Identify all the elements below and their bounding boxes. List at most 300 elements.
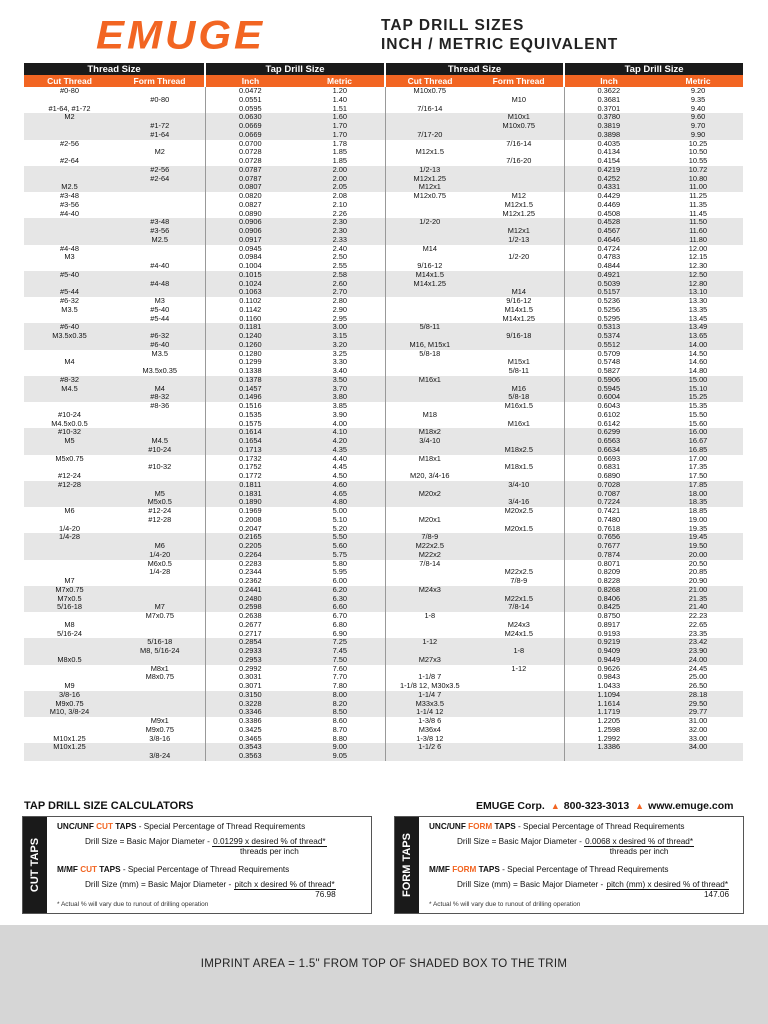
right-form-thread-cell: M12x1.5: [474, 201, 564, 210]
table-row: [24, 551, 743, 560]
left-inch-cell: 0.1732: [205, 455, 295, 464]
right-form-thread-cell: 1/2-20: [474, 253, 564, 262]
left-cut-thread-cell: M4.5: [24, 385, 115, 394]
right-inch-cell: 0.7028: [564, 481, 653, 490]
right-inch-cell: 0.5906: [564, 376, 653, 385]
right-form-thread-cell: M16x1.5: [474, 402, 564, 411]
left-inch-cell: 0.1752: [205, 463, 295, 472]
calculators-title: TAP DRILL SIZE CALCULATORS: [24, 800, 194, 812]
right-metric-cell: 16.67: [653, 437, 743, 446]
left-inch-cell: 0.3071: [205, 682, 295, 691]
left-cut-thread-cell: M10x1.25: [24, 743, 115, 752]
left-cut-thread-cell: M7x0.75: [24, 586, 115, 595]
table-row: [24, 113, 743, 122]
right-inch-cell: 0.7421: [564, 507, 653, 516]
right-inch-cell: 1.2598: [564, 726, 653, 735]
right-cut-thread-cell: M12x0.75: [385, 192, 474, 201]
left-form-thread-cell: #1-72: [115, 122, 205, 131]
left-inch-cell: 0.1181: [205, 323, 295, 332]
left-form-thread-cell: M7x0.75: [115, 612, 205, 621]
table-row: [24, 183, 743, 192]
right-inch-cell: [564, 752, 653, 761]
table-row: [24, 630, 743, 639]
left-metric-cell: 2.26: [295, 210, 385, 219]
right-cut-thread-cell: [385, 201, 474, 210]
right-cut-thread-cell: 9/16-12: [385, 262, 474, 271]
right-inch-cell: 0.4469: [564, 201, 653, 210]
left-metric-cell: 1.85: [295, 157, 385, 166]
right-cut-thread-cell: M16x1: [385, 376, 474, 385]
right-metric-cell: 34.00: [653, 743, 743, 752]
table-row: [24, 437, 743, 446]
right-metric-cell: 12.00: [653, 245, 743, 254]
right-form-thread-cell: M14x1.5: [474, 306, 564, 315]
emuge-logo: EMUGE: [96, 12, 266, 57]
right-form-thread-cell: [474, 638, 564, 647]
left-metric-cell: 3.20: [295, 341, 385, 350]
right-form-thread-cell: [474, 682, 564, 691]
left-inch-cell: 0.0807: [205, 183, 295, 192]
table-row: [24, 411, 743, 420]
page-title: [381, 16, 618, 54]
left-inch-cell: 0.0984: [205, 253, 295, 262]
left-form-thread-cell: [115, 691, 205, 700]
left-metric-cell: 4.40: [295, 455, 385, 464]
left-inch-cell: 0.1772: [205, 472, 295, 481]
table-row: [24, 472, 743, 481]
left-metric-cell: 4.35: [295, 446, 385, 455]
right-inch-cell: 0.3898: [564, 131, 653, 140]
right-form-thread-cell: M12x1: [474, 227, 564, 236]
table-row: [24, 638, 743, 647]
right-cut-thread-cell: [385, 577, 474, 586]
table-row: [24, 752, 743, 761]
left-metric-cell: 1.85: [295, 148, 385, 157]
right-cut-thread-cell: [385, 157, 474, 166]
right-metric-cell: 9.90: [653, 131, 743, 140]
left-metric-cell: 2.33: [295, 236, 385, 245]
right-cut-thread-cell: M10x0.75: [385, 87, 474, 96]
left-cut-thread-cell: 5/16-24: [24, 630, 115, 639]
left-form-thread-cell: [115, 358, 205, 367]
left-cut-thread-cell: [24, 717, 115, 726]
right-form-thread-cell: 1-12: [474, 665, 564, 674]
right-form-thread-cell: 7/16-14: [474, 140, 564, 149]
col-header-inch: Inch: [205, 75, 295, 87]
left-metric-cell: 8.70: [295, 726, 385, 735]
right-form-thread-cell: M16: [474, 385, 564, 394]
left-metric-cell: 2.30: [295, 218, 385, 227]
left-cut-thread-cell: M3: [24, 253, 115, 262]
right-cut-thread-cell: M20, 3/4-16: [385, 472, 474, 481]
left-form-thread-cell: #0-80: [115, 96, 205, 105]
left-cut-thread-cell: M2: [24, 113, 115, 122]
right-form-thread-cell: [474, 148, 564, 157]
left-cut-thread-cell: M10, 3/8-24: [24, 708, 115, 717]
group-header-thread-size-right: Thread Size: [385, 63, 564, 75]
right-metric-cell: 12.80: [653, 280, 743, 289]
left-cut-thread-cell: [24, 315, 115, 324]
left-form-thread-cell: M6: [115, 542, 205, 551]
right-metric-cell: 23.42: [653, 638, 743, 647]
table-row: [24, 210, 743, 219]
left-inch-cell: 0.0472: [205, 87, 295, 96]
left-form-thread-cell: #1-64: [115, 131, 205, 140]
right-cut-thread-cell: [385, 96, 474, 105]
right-metric-cell: 19.35: [653, 525, 743, 534]
right-form-thread-cell: [474, 726, 564, 735]
right-cut-thread-cell: [385, 420, 474, 429]
right-inch-cell: 0.4921: [564, 271, 653, 280]
right-metric-cell: 13.10: [653, 288, 743, 297]
left-form-thread-cell: M3.5: [115, 350, 205, 359]
left-metric-cell: 3.15: [295, 332, 385, 341]
left-inch-cell: 0.2047: [205, 525, 295, 534]
left-form-thread-cell: [115, 577, 205, 586]
right-cut-thread-cell: [385, 621, 474, 630]
right-form-thread-cell: M15x1: [474, 358, 564, 367]
table-row: [24, 148, 743, 157]
left-inch-cell: 0.3465: [205, 735, 295, 744]
table-row: [24, 192, 743, 201]
imprint-text: IMPRINT AREA = 1.5" FROM TOP OF SHADED BOX TO THE TRIM: [200, 958, 568, 970]
right-metric-cell: 19.50: [653, 542, 743, 551]
right-cut-thread-cell: M33x3.5: [385, 700, 474, 709]
right-cut-thread-cell: M22x2.5: [385, 542, 474, 551]
left-cut-thread-cell: [24, 402, 115, 411]
right-cut-thread-cell: [385, 236, 474, 245]
left-form-thread-cell: #6-40: [115, 341, 205, 350]
right-cut-thread-cell: [385, 498, 474, 507]
right-inch-cell: 0.6004: [564, 393, 653, 402]
left-form-thread-cell: #6-32: [115, 332, 205, 341]
triangle-icon: ▲: [550, 801, 560, 811]
right-metric-cell: 9.40: [653, 105, 743, 114]
right-inch-cell: 0.4134: [564, 148, 653, 157]
table-row: [24, 612, 743, 621]
left-inch-cell: 0.2283: [205, 560, 295, 569]
right-cut-thread-cell: M16, M15x1: [385, 341, 474, 350]
left-form-thread-cell: M9x0.75: [115, 726, 205, 735]
right-inch-cell: 1.0433: [564, 682, 653, 691]
left-cut-thread-cell: [24, 341, 115, 350]
left-inch-cell: 0.1516: [205, 402, 295, 411]
left-inch-cell: 0.0917: [205, 236, 295, 245]
left-form-thread-cell: 3/8-24: [115, 752, 205, 761]
form-mm-formula: Drill Size (mm) = Basic Major Diameter - $\frac{\text{pitch (mm) x desired \% of thread*}}{147.06}$: [457, 880, 730, 899]
left-inch-cell: 0.2264: [205, 551, 295, 560]
right-inch-cell: 0.9219: [564, 638, 653, 647]
right-metric-cell: 15.00: [653, 376, 743, 385]
right-metric-cell: 11.80: [653, 236, 743, 245]
left-inch-cell: 0.1299: [205, 358, 295, 367]
left-metric-cell: 8.50: [295, 708, 385, 717]
right-inch-cell: 0.3701: [564, 105, 653, 114]
left-form-thread-cell: M3.5x0.35: [115, 367, 205, 376]
right-cut-thread-cell: [385, 630, 474, 639]
left-inch-cell: 0.2008: [205, 516, 295, 525]
left-inch-cell: 0.1457: [205, 385, 295, 394]
left-form-thread-cell: [115, 157, 205, 166]
left-form-thread-cell: [115, 192, 205, 201]
right-metric-cell: 22.65: [653, 621, 743, 630]
right-metric-cell: 9.20: [653, 87, 743, 96]
left-form-thread-cell: [115, 595, 205, 604]
right-metric-cell: 10.50: [653, 148, 743, 157]
right-metric-cell: 21.35: [653, 595, 743, 604]
right-inch-cell: 0.4528: [564, 218, 653, 227]
table-row: [24, 595, 743, 604]
table-row: [24, 306, 743, 315]
right-inch-cell: 0.4154: [564, 157, 653, 166]
right-metric-cell: 11.45: [653, 210, 743, 219]
left-inch-cell: 0.1535: [205, 411, 295, 420]
right-form-thread-cell: [474, 691, 564, 700]
left-cut-thread-cell: M9x0.75: [24, 700, 115, 709]
left-inch-cell: 0.1063: [205, 288, 295, 297]
left-form-thread-cell: #5-44: [115, 315, 205, 324]
left-cut-thread-cell: #8-32: [24, 376, 115, 385]
left-metric-cell: 4.45: [295, 463, 385, 472]
table-row: [24, 490, 743, 499]
table-row: [24, 166, 743, 175]
left-form-thread-cell: [115, 245, 205, 254]
table-row: [24, 245, 743, 254]
right-cut-thread-cell: 1-1/8 7: [385, 673, 474, 682]
right-form-thread-cell: [474, 271, 564, 280]
left-metric-cell: 1.70: [295, 131, 385, 140]
left-metric-cell: 5.80: [295, 560, 385, 569]
right-inch-cell: 0.5748: [564, 358, 653, 367]
left-metric-cell: 2.80: [295, 297, 385, 306]
right-inch-cell: 1.1094: [564, 691, 653, 700]
right-form-thread-cell: M18x1.5: [474, 463, 564, 472]
right-form-thread-cell: 5/8-11: [474, 367, 564, 376]
left-cut-thread-cell: [24, 665, 115, 674]
left-inch-cell: 0.1378: [205, 376, 295, 385]
right-cut-thread-cell: M27x3: [385, 656, 474, 665]
left-inch-cell: 0.0700: [205, 140, 295, 149]
right-metric-cell: 13.35: [653, 306, 743, 315]
left-metric-cell: 3.90: [295, 411, 385, 420]
left-metric-cell: 5.75: [295, 551, 385, 560]
right-cut-thread-cell: [385, 297, 474, 306]
left-metric-cell: 1.78: [295, 140, 385, 149]
left-inch-cell: 0.2638: [205, 612, 295, 621]
right-inch-cell: 0.3780: [564, 113, 653, 122]
right-inch-cell: 0.5236: [564, 297, 653, 306]
right-inch-cell: 0.4844: [564, 262, 653, 271]
left-inch-cell: 0.0787: [205, 175, 295, 184]
left-inch-cell: 0.2854: [205, 638, 295, 647]
right-form-thread-cell: 7/16-20: [474, 157, 564, 166]
table-row: [24, 481, 743, 490]
right-metric-cell: 18.00: [653, 490, 743, 499]
right-cut-thread-cell: [385, 253, 474, 262]
right-form-thread-cell: [474, 586, 564, 595]
right-metric-cell: 19.45: [653, 533, 743, 542]
right-form-thread-cell: [474, 455, 564, 464]
left-cut-thread-cell: [24, 463, 115, 472]
right-cut-thread-cell: M14: [385, 245, 474, 254]
tap-drill-table-wrap: [24, 63, 743, 761]
left-inch-cell: 0.0820: [205, 192, 295, 201]
table-row: [24, 560, 743, 569]
right-cut-thread-cell: M20x1: [385, 516, 474, 525]
left-inch-cell: 0.1015: [205, 271, 295, 280]
right-inch-cell: 0.6693: [564, 455, 653, 464]
left-form-thread-cell: M4.5: [115, 437, 205, 446]
left-form-thread-cell: [115, 533, 205, 542]
left-metric-cell: 7.80: [295, 682, 385, 691]
right-form-thread-cell: [474, 175, 564, 184]
right-metric-cell: 18.35: [653, 498, 743, 507]
right-cut-thread-cell: [385, 288, 474, 297]
table-row: [24, 332, 743, 341]
right-cut-thread-cell: [385, 595, 474, 604]
right-inch-cell: 0.3622: [564, 87, 653, 96]
cut-unc-heading: UNC/UNF CUT TAPS - Special Percentage of Thread Requirements: [57, 822, 306, 831]
left-metric-cell: 4.20: [295, 437, 385, 446]
left-inch-cell: 0.2344: [205, 568, 295, 577]
cut-mm-heading: M/MF CUT TAPS - Special Percentage of Thread Requirements: [57, 865, 290, 874]
right-inch-cell: 0.6831: [564, 463, 653, 472]
left-cut-thread-cell: #4-48: [24, 245, 115, 254]
right-form-thread-cell: 9/16-12: [474, 297, 564, 306]
left-metric-cell: 9.05: [295, 752, 385, 761]
right-inch-cell: 0.5313: [564, 323, 653, 332]
left-cut-thread-cell: [24, 638, 115, 647]
right-cut-thread-cell: M12x1: [385, 183, 474, 192]
left-form-thread-cell: M5x0.5: [115, 498, 205, 507]
left-cut-thread-cell: M2.5: [24, 183, 115, 192]
left-metric-cell: 1.40: [295, 96, 385, 105]
table-row: [24, 516, 743, 525]
right-cut-thread-cell: 5/8-11: [385, 323, 474, 332]
left-cut-thread-cell: [24, 122, 115, 131]
right-metric-cell: 24.45: [653, 665, 743, 674]
right-metric-cell: 24.00: [653, 656, 743, 665]
right-inch-cell: 0.5295: [564, 315, 653, 324]
left-inch-cell: 0.1240: [205, 332, 295, 341]
left-cut-thread-cell: [24, 516, 115, 525]
table-row: [24, 428, 743, 437]
left-cut-thread-cell: M7x0.5: [24, 595, 115, 604]
left-inch-cell: 0.2717: [205, 630, 295, 639]
left-inch-cell: 0.1496: [205, 393, 295, 402]
right-inch-cell: 0.7224: [564, 498, 653, 507]
form-taps-box: [394, 816, 744, 914]
form-unc-heading: UNC/UNF FORM TAPS - Special Percentage of Thread Requirements: [429, 822, 685, 831]
right-metric-cell: 22.23: [653, 612, 743, 621]
table-row: [24, 227, 743, 236]
right-form-thread-cell: 5/8-18: [474, 393, 564, 402]
left-inch-cell: 0.1969: [205, 507, 295, 516]
right-cut-thread-cell: 7/16-14: [385, 105, 474, 114]
cut-note: * Actual % will vary due to runout of drilling operation: [57, 901, 209, 908]
left-cut-thread-cell: 5/16-18: [24, 603, 115, 612]
right-metric-cell: 11.35: [653, 201, 743, 210]
left-metric-cell: 2.50: [295, 253, 385, 262]
right-form-thread-cell: M20x1.5: [474, 525, 564, 534]
left-cut-thread-cell: #4-40: [24, 210, 115, 219]
right-cut-thread-cell: M18x2: [385, 428, 474, 437]
col-header-inch-2: Inch: [564, 75, 653, 87]
right-inch-cell: 0.6043: [564, 402, 653, 411]
right-form-thread-cell: M10x1: [474, 113, 564, 122]
right-metric-cell: 13.49: [653, 323, 743, 332]
left-inch-cell: 0.0787: [205, 166, 295, 175]
right-metric-cell: 25.00: [653, 673, 743, 682]
left-form-thread-cell: [115, 210, 205, 219]
right-form-thread-cell: [474, 533, 564, 542]
right-form-thread-cell: M22x2.5: [474, 568, 564, 577]
table-row: [24, 253, 743, 262]
left-cut-thread-cell: #12-28: [24, 481, 115, 490]
right-cut-thread-cell: [385, 332, 474, 341]
left-form-thread-cell: M4: [115, 385, 205, 394]
right-form-thread-cell: [474, 323, 564, 332]
left-form-thread-cell: [115, 428, 205, 437]
left-metric-cell: 3.70: [295, 385, 385, 394]
right-form-thread-cell: [474, 752, 564, 761]
left-metric-cell: 7.60: [295, 665, 385, 674]
right-form-thread-cell: M20x2.5: [474, 507, 564, 516]
left-inch-cell: 0.1280: [205, 350, 295, 359]
right-metric-cell: 15.60: [653, 420, 743, 429]
right-form-thread-cell: [474, 735, 564, 744]
right-metric-cell: 17.50: [653, 472, 743, 481]
left-cut-thread-cell: 3/8-16: [24, 691, 115, 700]
form-mm-heading: M/MF FORM TAPS - Special Percentage of Thread Requirements: [429, 865, 669, 874]
right-inch-cell: 1.2992: [564, 735, 653, 744]
right-cut-thread-cell: 1-1/8 12, M30x3.5: [385, 682, 474, 691]
col-header-form-thread-2: Form Thread: [474, 75, 564, 87]
right-metric-cell: 13.45: [653, 315, 743, 324]
right-cut-thread-cell: 7/8-14: [385, 560, 474, 569]
left-cut-thread-cell: [24, 236, 115, 245]
right-metric-cell: 32.00: [653, 726, 743, 735]
table-row: [24, 271, 743, 280]
left-metric-cell: 3.30: [295, 358, 385, 367]
table-row: [24, 280, 743, 289]
left-cut-thread-cell: [24, 393, 115, 402]
right-cut-thread-cell: 1-3/8 12: [385, 735, 474, 744]
left-form-thread-cell: [115, 201, 205, 210]
right-metric-cell: 14.50: [653, 350, 743, 359]
cut-taps-box: [22, 816, 372, 914]
left-inch-cell: 0.0827: [205, 201, 295, 210]
right-metric-cell: 14.00: [653, 341, 743, 350]
right-form-thread-cell: [474, 673, 564, 682]
right-inch-cell: 0.8209: [564, 568, 653, 577]
right-form-thread-cell: [474, 516, 564, 525]
left-inch-cell: 0.3543: [205, 743, 295, 752]
right-inch-cell: 0.9193: [564, 630, 653, 639]
table-row: [24, 726, 743, 735]
left-inch-cell: 0.3228: [205, 700, 295, 709]
left-metric-cell: 6.60: [295, 603, 385, 612]
left-inch-cell: 0.0669: [205, 131, 295, 140]
left-metric-cell: 2.10: [295, 201, 385, 210]
left-metric-cell: 3.80: [295, 393, 385, 402]
left-form-thread-cell: #2-64: [115, 175, 205, 184]
table-row: [24, 603, 743, 612]
table-row: [24, 315, 743, 324]
left-inch-cell: 0.2205: [205, 542, 295, 551]
right-inch-cell: 0.4508: [564, 210, 653, 219]
right-cut-thread-cell: [385, 227, 474, 236]
